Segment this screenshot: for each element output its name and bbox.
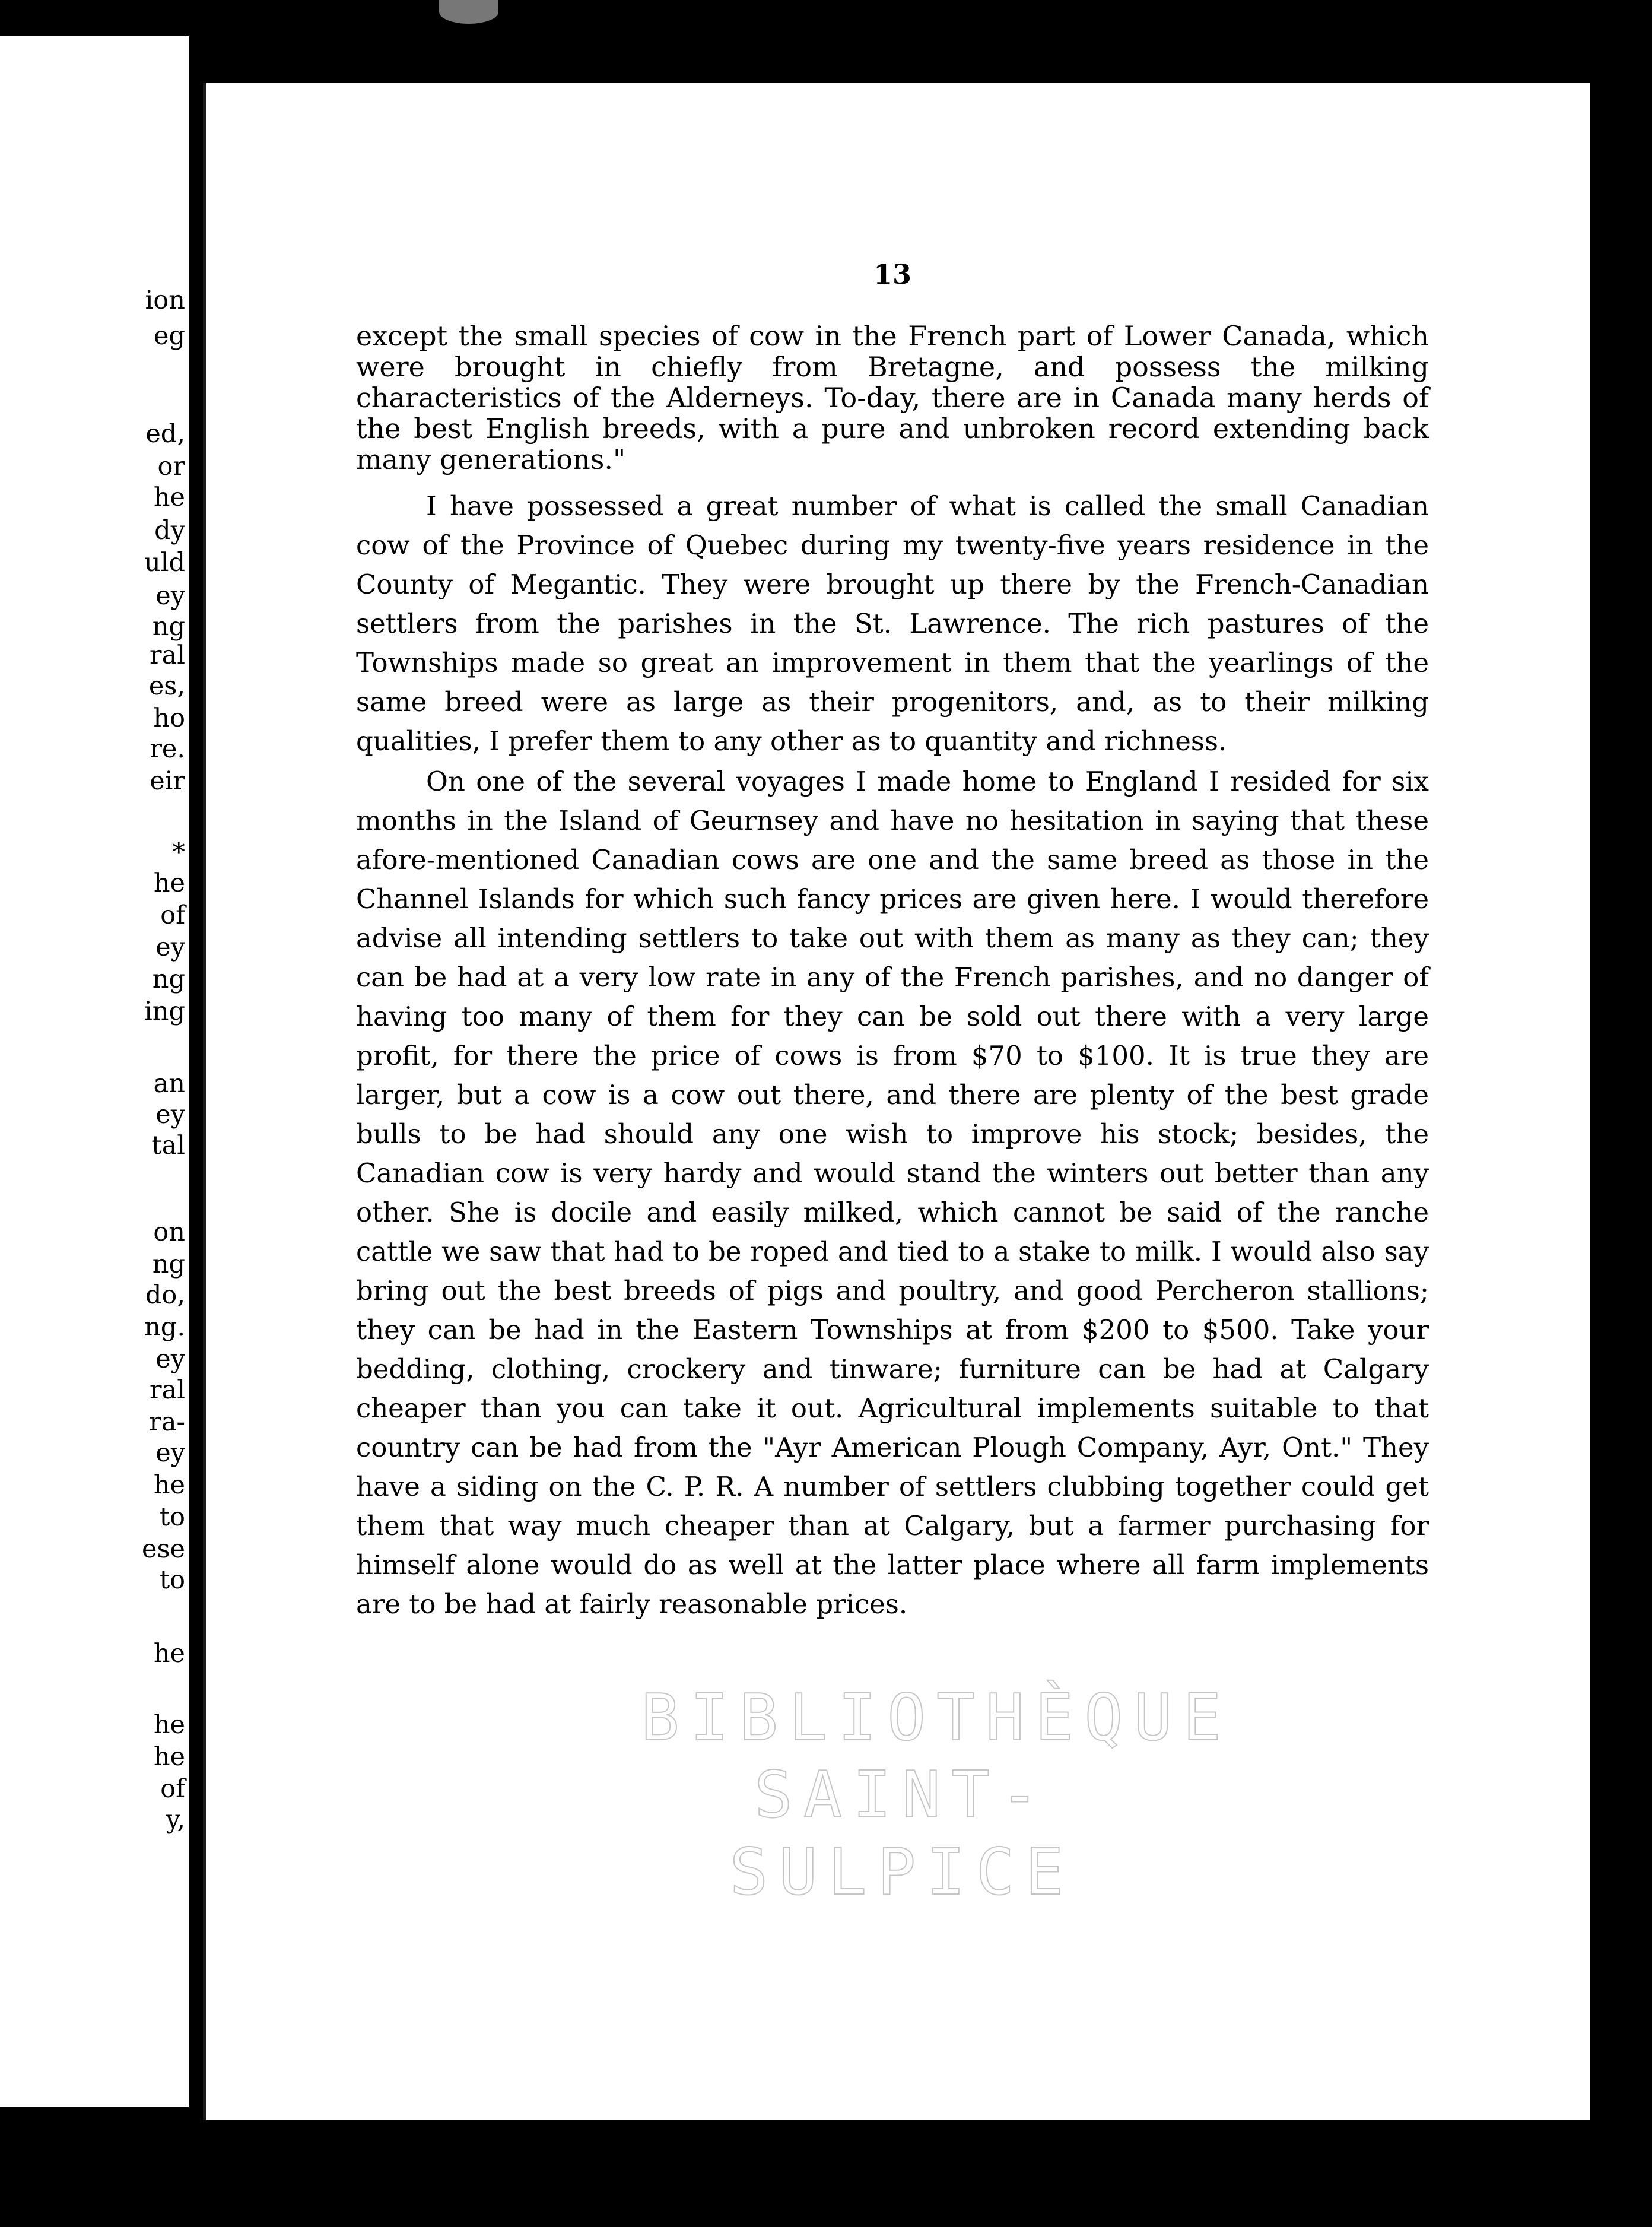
left-page-fragment: ra- [149,1407,185,1437]
binder-clip [439,0,498,24]
left-page-fragment: or [157,452,185,481]
left-page-fragment: ng. [144,1312,185,1342]
left-page-fragment: of [160,900,185,930]
left-page-fragment: he [153,1639,185,1668]
left-page-fragment: tal [151,1131,185,1160]
left-page-fragment: an [153,1069,185,1099]
stamp-line-1: BIBLIOTHÈQUE [641,1681,1232,1755]
left-page-fragment: to [159,1502,185,1532]
left-page [0,36,189,2107]
left-page-fragment: ing [144,997,185,1026]
left-page-fragment: ey [155,932,185,962]
left-page-fragment: eg [154,321,185,351]
left-page-fragment: ey [155,1100,185,1130]
left-page-fragment: re. [150,734,185,764]
left-page-fragment: ed, [145,419,185,449]
library-perforation-stamp [641,1680,1232,1909]
left-page-fragment: ey [155,1344,185,1374]
left-page-fragment: he [153,483,185,512]
left-page-fragment: uld [144,548,185,578]
left-page-fragment: he [153,1742,185,1772]
page-number: 13 [873,258,912,290]
left-page-fragment: do, [145,1280,185,1310]
left-page-fragment: y, [166,1805,185,1835]
left-page-fragment: to [159,1565,185,1595]
left-page-fragment: ng [152,612,185,642]
left-page-fragment: ey [155,1438,185,1468]
left-page-fragment: ese [142,1534,185,1564]
left-page-fragment: ey [155,581,185,611]
left-page-fragment: he [153,1470,185,1500]
left-page-fragment: he [153,1710,185,1740]
left-page-fragment: eir [150,766,185,796]
left-page-fragment: dy [154,516,185,545]
left-page-fragment: es, [148,671,185,701]
quote-continuation-paragraph: except the small species of cow in the French part of Lower Canada, which were brought in chiefly from Bretagne, and possess the milking characteristics of the Alderneys. To-day, there are in Canada many herds of the best English breeds, with a pure and unbroken record extending back many generations." [356,320,1429,475]
stamp-line-2: SAINT-SULPICE [729,1758,1075,1909]
left-page-fragment: ral [150,640,185,670]
left-page-fragment: of [160,1774,185,1804]
left-page-fragment: ral [150,1375,185,1405]
left-page-fragment: ho [153,703,185,733]
left-page-fragment: ng [152,1249,185,1279]
left-page-fragment: * [172,837,185,867]
left-page-fragment: on [153,1217,185,1247]
paragraph-advice-settlers: On one of the several voyages I made home to England I resided for six months in the Island of Geurnsey and have no hesitation in saying that these afore-mentioned Canadian cows are one and the same breed as those in the Channel Islands for which such fancy prices are given here. I would therefore advise all intending settlers to take out with them as many as they can; they can be had at a very low rate in any of the French parishes, and no danger of having too many of them for they can be sold out there with a very large profit, for there the price of cows is from $70 to $100. It is true they are larger, but a cow is a cow out there, and there are plenty of the best grade bulls to be had should any one wish to improve his stock; besides, the Canadian cow is very hardy and would stand the winters out better than any other. She is docile and easily milked, which cannot be said of the ranche cattle we saw that had to be roped and tied to a stake to milk. I would also say bring out the best breeds of pigs and poultry, and good Percheron stallions; they can be had in the Eastern Townships at from $200 to $500. Take your bedding, clothing, crockery and tinware; furniture can be had at Calgary cheaper than you can take it out. Agricultural implements suitable to that country can be had from the "Ayr American Plough Company, Ayr, Ont." They have a siding on the C. P. R. A number of settlers clubbing together could get them that way much cheaper than at Calgary, but a farmer purchasing for himself alone would do as well at the latter place where all farm implements are to be had at fairly reasonable prices. [356,766,1429,1620]
left-page-fragment: ion [145,285,185,315]
left-page-fragment: he [153,868,185,898]
left-page-fragment: ng [152,965,185,994]
paragraph-canadian-cow: I have possessed a great number of what is called the small Canadian cow of the Province of Quebec during my twenty-five years residence in the County of Megantic. They were brought up there by the French-Canadian settlers from the parishes in the St. Lawrence. The rich pastures of the Townships made so great an improvement in them that the yearlings of the same breed were as large as their progenitors, and, as to their milking qualities, I prefer them to any other as to quantity and richness. [356,490,1429,757]
